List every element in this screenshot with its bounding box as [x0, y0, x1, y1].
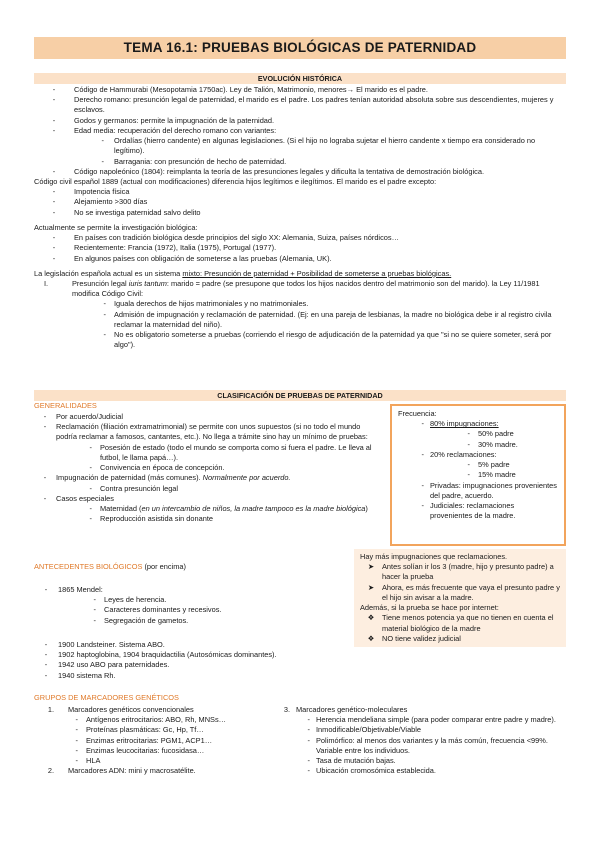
list-item: - 1902 haptoglobina, 1904 braquidactilia (Autosómicas dominantes).	[44, 650, 277, 660]
sub-list-item: - Polimórfico: al menos dos variantes y la más común, frecuencia <99%. Variable entre los individuos.	[307, 735, 548, 755]
list-item: - 1865 Mendel:	[44, 585, 103, 594]
section-heading-clasificacion: CLASIFICACIÓN DE PRUEBAS DE PATERNIDAD	[34, 390, 566, 401]
generalidades-label: GENERALIDADES	[34, 401, 97, 410]
sub-list-item: - Leyes de herencia.	[93, 595, 167, 605]
arrow-icon: ➤	[367, 562, 375, 572]
sub-list-item: - Iguala derechos de hijos matrimoniales y no matrimoniales.	[103, 299, 309, 309]
arrow-item: ➤ Antes solían ir los 3 (madre, hijo y presunto padre) a hacer la prueba	[360, 562, 560, 582]
sub-list-item: - Enzimas eritrocitarias: PGM1, ACP1…	[75, 735, 213, 745]
list-item: - Privadas: impugnaciones provenientes del padre, acuerdo.	[421, 480, 557, 500]
grupos-right	[278, 705, 566, 777]
list-item: - Judiciales: reclamaciones provenientes de la madre.	[421, 500, 516, 521]
evolucion-list	[34, 85, 566, 350]
section-heading-evolucion: EVOLUCIÓN HISTÓRICA	[34, 73, 566, 84]
sub-list-item: - Segregación de gametos.	[93, 615, 189, 625]
list-item: - 80% impugnaciones:	[421, 419, 499, 429]
list-item: - No se investiga paternidad salvo delito	[52, 207, 201, 217]
list-item: - 1942 uso ABO para paternidades.	[44, 660, 170, 670]
note-title: Hay más impugnaciones que reclamaciones.	[360, 552, 508, 561]
sub-list-item: - Ordalías (hierro candente) en algunas legislaciones. (Si el hijo no lograba sujetar el hierro candente x tiempo era considerado no legítimo).	[101, 136, 536, 156]
list-item: - Por acuerdo/Judicial	[43, 412, 123, 421]
list-item: - 20% reclamaciones:	[421, 449, 497, 459]
sub-list-item: - Inmodificable/Objetivable/Viable	[307, 725, 422, 735]
sub-list-item: - Reproducción asistida sin donante	[89, 514, 213, 524]
diamond-item: ❖ Tiene menos potencia ya que no tienen en cuenta el material biológico de la madre	[360, 613, 560, 633]
numbered-item: 2. Marcadores ADN: mini y macrosatélite.	[47, 766, 196, 776]
sub-list-item: - Admisión de impugnación y reclamación de paternidad. (Ej: en una pareja de lesbianas, la madre no biológica debe ir al registro civila reclamar la maternidad del niño).	[103, 309, 552, 329]
list-item: - Derecho romano: presunción legal de paternidad, el marido es el padre. Los padres tenían autoridad absoluta sobre sus descendientes, mujeres y esclavos.	[52, 95, 554, 115]
list-item: - Reclamación (filiación extramatrimonial) se permite con unos supuestos (si no todo el mundo podría reclamar a famosos, cantantes, etc.). No llega a trámite sino hay un mínimo de pruebas:	[43, 422, 368, 442]
sub-list-item: - Enzimas leucocitarias: fucosidasa…	[75, 745, 205, 755]
list-item: - Edad media: recuperación del derecho romano con variantes:	[52, 125, 277, 135]
sub-list-item: - Proteínas plasmáticas: Gc, Hp, Tf…	[75, 725, 204, 735]
list-item: - Casos especiales	[43, 493, 114, 503]
list-item: - En algunos países con obligación de someterse a las pruebas (Alemania, UK).	[52, 253, 332, 263]
list-item: - Código de Hammurabi (Mesopotamia 1750ac). Ley de Talión, Matrimonio, menores→ El marido es el padre.	[52, 85, 428, 94]
arrow-item: ➤ Ahora, es más frecuente que vaya el presunto padre y el hijo sin avisar a la madre.	[360, 583, 560, 603]
impugnaciones-note	[354, 549, 566, 647]
list-item: - Alejamiento >300 días	[52, 197, 148, 207]
list-item: - Recientemente: Francia (1972), Italia (1975), Portugal (1977).	[52, 243, 277, 253]
diamond-icon: ❖	[367, 613, 375, 623]
sub-list-item: - 30% madre.	[467, 439, 518, 449]
arrow-icon: ➤	[367, 582, 375, 592]
sub-list-item: - Tasa de mutación bajas.	[307, 756, 396, 766]
sub-list-item: - Posesión de estado (todo el mundo se comporta como si fuera el padre. Le lleva al futbol, le llama papá…).	[89, 442, 372, 462]
diamond-item: ❖ NO tiene validez judicial	[360, 634, 560, 644]
sub-list-item: - No es obligatorio someterse a pruebas (corriendo el riesgo de adjudicación de la paternidad ya que "si no se quiere someter, será por algo").	[103, 330, 552, 350]
numbered-item: 3. Marcadores genético-moleculares	[283, 705, 408, 714]
list-item: - Impugnación de paternidad (más comunes). Normalmente por acuerdo.	[43, 473, 291, 483]
list-item: - En países con tradición biológica desde principios del siglo XX: Alemania, Suiza, países nórdicos…	[52, 233, 399, 243]
note-internet: Además, si la prueba se hace por internet:	[360, 603, 499, 613]
roman-item: I. Presunción legal iuris tantum: marido = padre (se presupone que todos los hijos nacidos dentro del matrimonio son del marido). la Ley 11/1981 modifica Código Civil:	[43, 278, 540, 299]
sub-list-item: - HLA	[75, 756, 101, 766]
grupos-left	[34, 705, 284, 777]
sub-list-item: - 5% padre	[467, 460, 510, 470]
legislation-statement: La legislación española actual es un sistema mixto: Presunción de paternidad + Posibilidad de someterse a pruebas biológicas.	[34, 268, 452, 278]
list-item: - Código napoleónico (1804): reimplanta la teoría de las presunciones legales y dificulta la tentativa de demostración biológica.	[52, 166, 485, 176]
list-item: - Impotencia física	[52, 187, 130, 197]
list-item: - 1900 Landsteiner. Sistema ABO.	[44, 640, 165, 649]
page-title: TEMA 16.1: PRUEBAS BIOLÓGICAS DE PATERNIDAD	[34, 37, 566, 59]
sub-list-item: - Convivencia en época de concepción.	[89, 463, 225, 473]
sub-list-item: - Caracteres dominantes y recesivos.	[93, 605, 222, 615]
civil-intro: Código civil español 1889 (actual con modificaciones) diferencia hijos legítimos e ilegítimos. El marido es el padre excepto:	[34, 176, 437, 186]
sub-list-item: - Herencia mendeliana simple (para poder comparar entre padre y madre).	[307, 715, 556, 725]
sub-list-item: - Ubicación cromosómica establecida.	[307, 766, 436, 776]
sub-list-item: - Maternidad (en un intercambio de niños, la madre tampoco es la madre biológica)	[89, 503, 368, 513]
list-item: - 1940 sistema Rh.	[44, 670, 116, 680]
sub-list-item: - 15% madre	[467, 470, 516, 480]
numbered-item: 1. Marcadores genéticos convencionales	[47, 705, 194, 714]
sub-list-item: - 50% padre	[467, 429, 514, 439]
sub-list-item: - Antígenos eritrocitarios: ABO, Rh, MNSs…	[75, 715, 227, 725]
frecuencia-box	[390, 404, 566, 546]
list-item: - Godos y germanos: permite la impugnación de la paternidad.	[52, 115, 275, 125]
sub-list-item: - Contra presunción legal	[89, 483, 179, 493]
grupos-label: GRUPOS DE MARCADORES GENÉTICOS	[34, 693, 179, 702]
clasificacion-list	[34, 412, 382, 524]
antecedentes-label: ANTECEDENTES BIOLÓGICOS (por encima)	[34, 562, 186, 571]
sub-list-item: - Barragania: con presunción de hecho de paternidad.	[101, 156, 287, 166]
actual-intro: Actualmente se permite la investigación biológica:	[34, 222, 198, 232]
frecuencia-label: Frecuencia:	[398, 409, 437, 418]
antecedentes-events	[34, 640, 374, 681]
diamond-icon: ❖	[367, 633, 375, 643]
antecedentes-list	[34, 585, 354, 626]
